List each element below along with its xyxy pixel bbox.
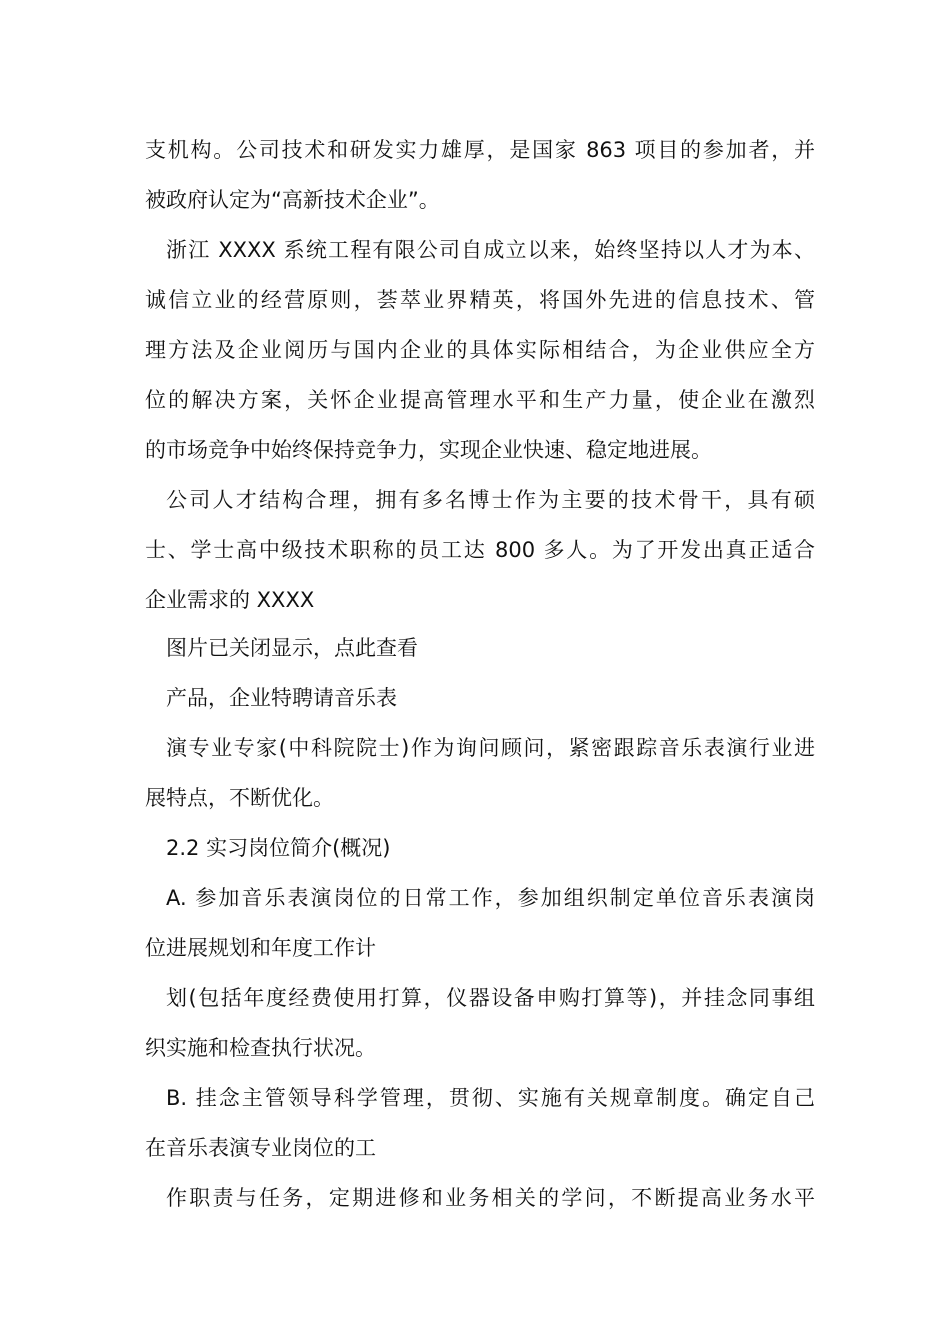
text-line: 的市场竞争中始终保持竞争力，实现企业快速、稳定地进展。 [145,438,712,462]
image-closed-notice[interactable]: 图片已关闭显示，点此查看 [166,636,418,660]
text-line: 企业需求的 XXXX [145,588,315,612]
section-heading: 2.2 实习岗位简介(概况) [166,836,391,860]
text-line: 公司人才结构合理，拥有多名博士作为主要的技术骨干，具有硕 [166,488,815,512]
text-line: 演专业专家(中科院院士)作为询问顾问，紧密跟踪音乐表演行业进 [166,736,815,760]
text-line: 支机构。公司技术和研发实力雄厚，是国家 863 项目的参加者，并 [145,138,815,162]
text-line: 在音乐表演专业岗位的工 [145,1136,376,1160]
text-line: 产品，企业特聘请音乐表 [166,686,397,710]
text-line: 诚信立业的经营原则，荟萃业界精英，将国外先进的信息技术、管 [145,288,815,312]
text-line: 划(包括年度经费使用打算，仪器设备申购打算等)，并挂念同事组 [166,986,815,1010]
text-line: 理方法及企业阅历与国内企业的具体实际相结合，为企业供应全方 [145,338,815,362]
text-line: 位进展规划和年度工作计 [145,936,376,960]
text-line: B. 挂念主管领导科学管理，贯彻、实施有关规章制度。确定自己 [166,1086,815,1110]
text-line: 被政府认定为“高新技术企业”。 [145,188,440,212]
text-line: 展特点，不断优化。 [145,786,334,810]
text-line: A. 参加音乐表演岗位的日常工作，参加组织制定单位音乐表演岗 [166,886,815,910]
text-line: 浙江 XXXX 系统工程有限公司自成立以来，始终坚持以人才为本、 [166,238,815,262]
text-line: 织实施和检查执行状况。 [145,1036,376,1060]
text-line: 位的解决方案，关怀企业提高管理水平和生产力量，使企业在激烈 [145,388,815,412]
text-line: 士、学士高中级技术职称的员工达 800 多人。为了开发出真正适合 [145,538,815,562]
text-line: 作职责与任务，定期进修和业务相关的学问，不断提高业务水平 [166,1186,815,1210]
